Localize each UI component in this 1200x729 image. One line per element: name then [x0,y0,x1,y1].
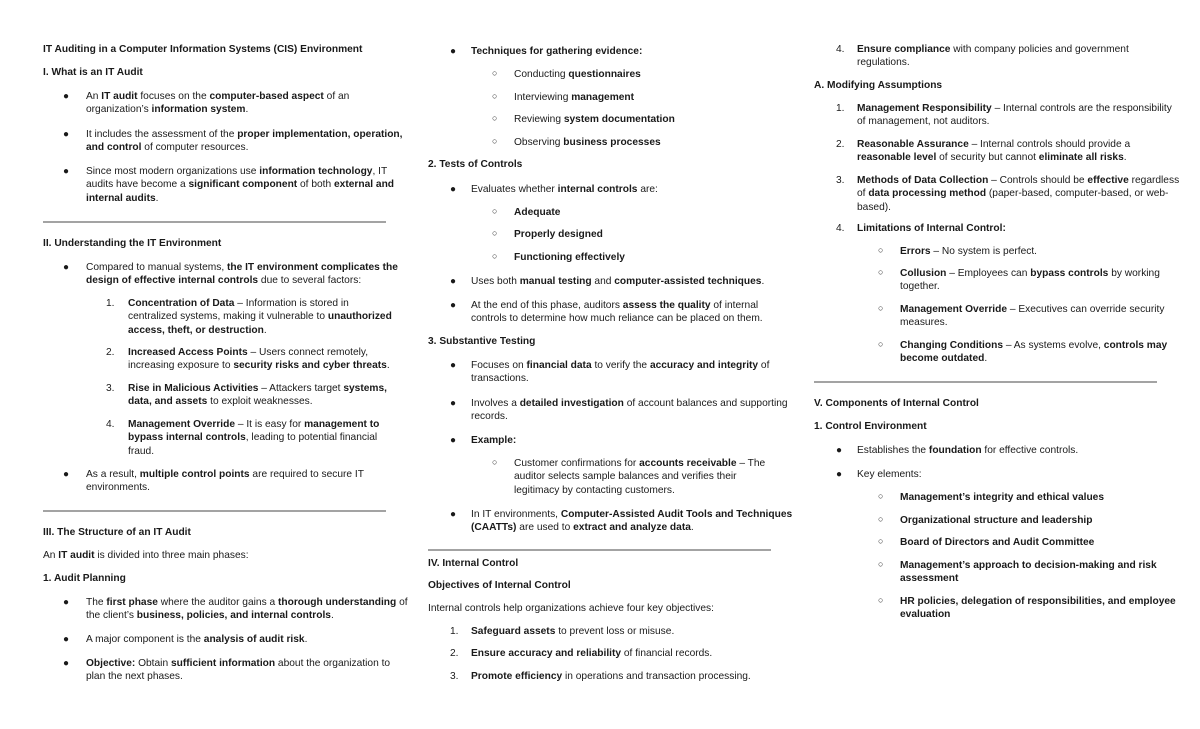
circle-bullet-icon: ○ [878,595,884,605]
section-heading: I. What is an IT Audit [43,67,143,78]
circle-bullet-icon: ○ [492,251,498,261]
list-number: 2. [450,648,459,659]
bullet-icon: ● [450,184,457,195]
list-number: 1. [836,103,845,114]
bullet-icon: ● [63,262,70,273]
paragraph: An IT audit is divided into three main phases: [43,550,249,561]
list-number: 4. [106,419,115,430]
circle-bullet-icon: ○ [878,303,884,313]
list-number: 3. [106,383,115,394]
bullet-icon: ● [450,435,457,446]
list-number: 3. [836,175,845,186]
bullet-icon: ● [63,597,70,608]
list-number: 1. [450,626,459,637]
bullet-icon: ● [63,91,70,102]
document-title: IT Auditing in a Computer Information Systems (CIS) Environment [43,44,363,55]
section-divider [43,221,386,223]
subsection-heading: 3. Substantive Testing [428,336,536,347]
bullet-icon: ● [450,398,457,409]
bullet-icon: ● [450,46,457,57]
circle-bullet-icon: ○ [492,113,498,123]
subsection-heading: Objectives of Internal Control [428,580,571,591]
circle-bullet-icon: ○ [878,536,884,546]
list-number: 3. [450,671,459,682]
circle-bullet-icon: ○ [492,228,498,238]
paragraph: Internal controls help organizations achieve four key objectives: [428,603,714,614]
list-number: 4. [836,44,845,55]
circle-bullet-icon: ○ [878,514,884,524]
section-heading: V. Components of Internal Control [814,398,979,409]
bullet-icon: ● [450,360,457,371]
section-heading: IV. Internal Control [428,558,519,569]
circle-bullet-icon: ○ [878,245,884,255]
subsection-heading: 1. Audit Planning [43,573,126,584]
subsection-heading: A. Modifying Assumptions [814,80,943,91]
bullet-icon: ● [836,469,843,480]
bullet-icon: ● [63,634,70,645]
list-number: 4. [836,223,845,234]
bullet-icon: ● [450,276,457,287]
bullet-icon: ● [63,166,70,177]
bullet-icon: ● [450,300,457,311]
list-number: 2. [106,347,115,358]
circle-bullet-icon: ○ [878,559,884,569]
subsection-heading: 2. Tests of Controls [428,159,523,170]
circle-bullet-icon: ○ [492,206,498,216]
circle-bullet-icon: ○ [878,339,884,349]
circle-bullet-icon: ○ [492,91,498,101]
bullet-icon: ● [836,445,843,456]
circle-bullet-icon: ○ [492,136,498,146]
bullet-icon: ● [63,658,70,669]
section-heading: II. Understanding the IT Environment [43,238,222,249]
bullet-icon: ● [63,129,70,140]
section-divider [43,510,386,512]
subsection-heading: 1. Control Environment [814,421,927,432]
bullet-icon: ● [450,509,457,520]
circle-bullet-icon: ○ [492,457,498,467]
section-heading: III. The Structure of an IT Audit [43,527,191,538]
bullet-icon: ● [63,469,70,480]
circle-bullet-icon: ○ [878,267,884,277]
section-divider [428,549,771,551]
list-number: 2. [836,139,845,150]
list-number: 1. [106,298,115,309]
circle-bullet-icon: ○ [878,491,884,501]
circle-bullet-icon: ○ [492,68,498,78]
section-divider [814,381,1157,383]
